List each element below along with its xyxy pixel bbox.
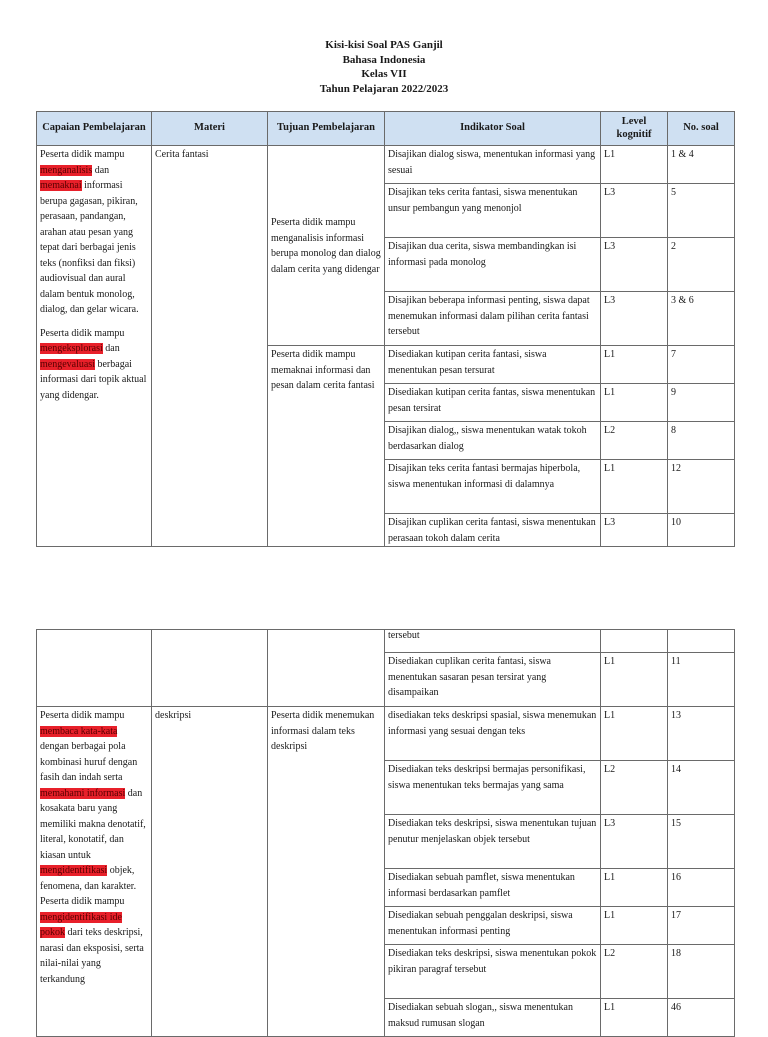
nosoal-cell: 18 <box>668 945 735 999</box>
capaian-paragraph-b: Peserta didik mampu mengeksplorasi dan mengevaluasi berbagai informasi dari topik aktual yang didengar. <box>40 327 147 401</box>
title-line-2: Bahasa Indonesia <box>342 53 426 66</box>
nosoal-cell: 46 <box>668 999 735 1037</box>
title-line-4: Tahun Pelajaran 2022/2023 <box>319 82 449 95</box>
kisi-kisi-table-page-2 <box>36 629 735 1037</box>
capaian-paragraph: Peserta didik mampu membaca kata-kata dengan berbagai pola kombinasi huruf dengan fasih dan indah serta memahami informasi dan kosakata baru yang memiliki makna denotatif, literal, konotatif, dan kiasan untuk mengidentifikasi objek, fenomena, dan karakter. Peserta didik mampu mengidentifikasi ide pokok dari teks deskripsi, narasi dan eksposisi, serta nilai-nilai yang terkandung <box>40 710 146 985</box>
nosoal-cell: 17 <box>668 907 735 945</box>
table-row <box>37 707 735 761</box>
indikator-cell: Disediakan sebuah penggalan deskripsi, siswa menentukan informasi penting <box>385 907 601 945</box>
level-cell: L2 <box>601 761 668 815</box>
nosoal-cell: 7 <box>668 346 735 384</box>
materi-cell: Cerita fantasi <box>152 146 268 547</box>
capaian-cell <box>37 707 152 1037</box>
nosoal-cell: 1 & 4 <box>668 146 735 184</box>
materi-cell: deskripsi <box>152 707 268 1037</box>
nosoal-cell: 12 <box>668 460 735 514</box>
level-cell: L3 <box>601 184 668 238</box>
title-line-3: Kelas VII <box>361 68 407 80</box>
level-cell: L2 <box>601 422 668 460</box>
indikator-cell: tersebut <box>385 630 601 653</box>
level-cell: L1 <box>601 869 668 907</box>
document-title <box>0 38 768 96</box>
indikator-cell: Disediakan teks deskripsi, siswa menentukan tujuan penutur menjelaskan objek tersebut <box>385 815 601 869</box>
level-cell: L1 <box>601 907 668 945</box>
indikator-cell: disediakan teks deskripsi spasial, siswa menemukan informasi yang sesuai dengan teks <box>385 707 601 761</box>
nosoal-cell: 2 <box>668 238 735 292</box>
header-tujuan: Tujuan Pembelajaran <box>268 112 385 146</box>
indikator-cell: Disediakan cuplikan cerita fantasi, siswa menentukan sasaran pesan tersirat yang disampaikan <box>385 653 601 707</box>
header-indikator: Indikator Soal <box>385 112 601 146</box>
nosoal-cell: 16 <box>668 869 735 907</box>
highlight: menganalisis <box>40 164 93 176</box>
nosoal-cell: 14 <box>668 761 735 815</box>
level-cell: L1 <box>601 146 668 184</box>
table-row <box>37 630 735 653</box>
capaian-cell <box>37 630 152 707</box>
indikator-cell: Disajikan dialog,, siswa menentukan watak tokoh berdasarkan dialog <box>385 422 601 460</box>
indikator-cell: Disajikan dialog siswa, menentukan informasi yang sesuai <box>385 146 601 184</box>
indikator-cell: Disediakan kutipan cerita fantas, siswa menentukan pesan tersirat <box>385 384 601 422</box>
header-level: Level kognitif <box>601 112 668 146</box>
highlight: mengevaluasi <box>40 358 95 370</box>
nosoal-cell: 10 <box>668 514 735 547</box>
level-cell: L1 <box>601 460 668 514</box>
tujuan-cell: Peserta didik menemukan informasi dalam teks deskripsi <box>268 707 385 1037</box>
highlight: memahami informasi <box>40 787 126 799</box>
highlight: mengidentifikasi <box>40 865 108 876</box>
materi-cell <box>152 630 268 707</box>
indikator-cell: Disediakan sebuah pamflet, siswa menentukan informasi berdasarkan pamflet <box>385 869 601 907</box>
indikator-cell: Disediakan sebuah slogan,, siswa menentukan maksud rumusan slogan <box>385 999 601 1037</box>
nosoal-cell: 15 <box>668 815 735 869</box>
kisi-kisi-table-page-1 <box>36 111 735 547</box>
indikator-cell: Disediakan teks deskripsi, siswa menentukan pokok pikiran paragraf tersebut <box>385 945 601 999</box>
capaian-paragraph-a: Peserta didik mampu menganalisis dan memaknai informasi berupa gagasan, pikiran, perasaan, pandangan, arahan atau pesan yang tepat dari berbagai jenis teks (nonfiksi dan fiksi) audiovisual dan aural dalam bentuk monolog, dialog, dan gelar wicara. <box>40 149 139 315</box>
tujuan-cell <box>268 630 385 707</box>
indikator-cell: Disajikan dua cerita, siswa membandingkan isi informasi pada monolog <box>385 238 601 292</box>
level-cell: L3 <box>601 514 668 547</box>
level-cell: L1 <box>601 384 668 422</box>
level-cell: L1 <box>601 999 668 1037</box>
header-capaian: Capaian Pembelajaran <box>37 112 152 146</box>
capaian-cell <box>37 146 152 547</box>
level-cell: L2 <box>601 945 668 999</box>
level-cell: L3 <box>601 238 668 292</box>
level-cell: L1 <box>601 707 668 761</box>
level-cell: L3 <box>601 815 668 869</box>
nosoal-cell: 3 & 6 <box>668 292 735 346</box>
nosoal-cell: 8 <box>668 422 735 460</box>
indikator-cell: Disediakan teks deskripsi bermajas personifikasi, siswa menentukan teks bermajas yang sama <box>385 761 601 815</box>
level-cell: L1 <box>601 346 668 384</box>
nosoal-cell: 9 <box>668 384 735 422</box>
tujuan-cell: Peserta didik mampu memaknai informasi dan pesan dalam cerita fantasi <box>268 346 385 547</box>
highlight: memaknai <box>40 180 82 191</box>
table-row <box>37 146 735 184</box>
title-line-1: Kisi-kisi Soal PAS Ganjil <box>325 39 443 51</box>
level-cell: L1 <box>601 653 668 707</box>
indikator-cell: Disediakan kutipan cerita fantasi, siswa menentukan pesan tersurat <box>385 346 601 384</box>
nosoal-cell: 13 <box>668 707 735 761</box>
indikator-cell: Disajikan teks cerita fantasi, siswa menentukan unsur pembangun yang menonjol <box>385 184 601 238</box>
level-cell: L3 <box>601 292 668 346</box>
indikator-cell: Disajikan teks cerita fantasi bermajas hiperbola, siswa menentukan informasi di dalamnya <box>385 460 601 514</box>
nosoal-cell: 11 <box>668 653 735 707</box>
highlight: membaca kata-kata <box>40 725 118 737</box>
header-materi: Materi <box>152 112 268 146</box>
indikator-cell: Disajikan beberapa informasi penting, siswa dapat menemukan informasi dalam pilihan cerita fantasi tersebut <box>385 292 601 346</box>
tujuan-cell: Peserta didik mampu menganalisis informasi berupa monolog dan dialog dalam cerita yang didengar <box>268 146 385 346</box>
highlight: mengeksplorasi <box>40 343 103 354</box>
nosoal-cell <box>668 630 735 653</box>
header-nosoal: No. soal <box>668 112 735 146</box>
highlight: mengidentifikasi ide pokok <box>40 911 122 938</box>
nosoal-cell: 5 <box>668 184 735 238</box>
indikator-cell: Disajikan cuplikan cerita fantasi, siswa menentukan perasaan tokoh dalam cerita <box>385 514 601 547</box>
table-header-row <box>37 112 735 146</box>
level-cell <box>601 630 668 653</box>
